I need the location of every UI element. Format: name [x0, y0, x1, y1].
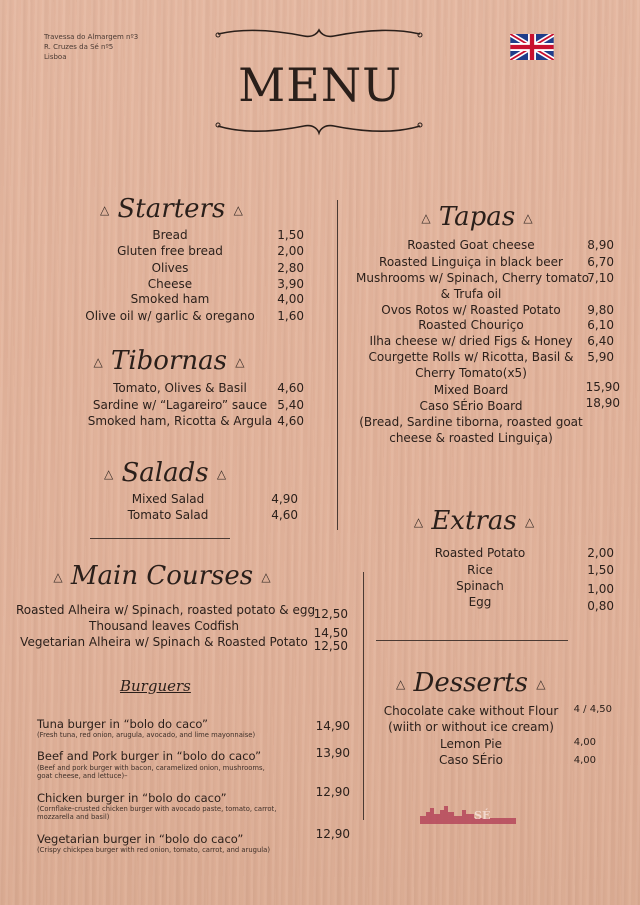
triangle-outline-icon: △ — [523, 211, 533, 225]
triangle-outline-icon: △ — [100, 203, 110, 217]
item-price: 14,90 — [315, 719, 350, 733]
triangle-outline-icon: △ — [261, 570, 271, 584]
item-price: 4 / 4,50 — [573, 704, 612, 715]
item-name: Roasted Goat cheese — [407, 238, 535, 252]
burger-description — [37, 805, 276, 821]
item-price: 2,00 — [277, 244, 304, 258]
triangle-outline-icon: △ — [93, 355, 103, 369]
item-name: Chocolate cake without Flour — [383, 704, 559, 718]
burger-name: Chicken burger in “bolo do caco” — [37, 791, 227, 805]
item-price: 3,90 — [277, 277, 304, 291]
extras-heading — [412, 506, 536, 536]
triangle-outline-icon: △ — [216, 467, 227, 481]
item-name: Ilha cheese w/ dried Figs & Honey — [369, 334, 573, 348]
item-name: Roasted Chouriço — [418, 318, 524, 332]
item-price: 0,80 — [587, 599, 614, 613]
item-price: 6,70 — [587, 255, 614, 269]
uk-flag-icon[interactable] — [510, 34, 554, 60]
tapas-heading-text: Tapas — [438, 202, 516, 232]
vertical-divider-top — [337, 200, 338, 530]
item-name: Olives — [151, 261, 189, 275]
vertical-divider-bottom — [363, 572, 364, 820]
burger-name: Tuna burger in “bolo do caco” — [37, 717, 209, 731]
item-name: Olive oil w/ garlic & oregano — [85, 309, 255, 323]
item-price: 1,60 — [277, 309, 304, 323]
horizontal-divider-right — [376, 640, 568, 641]
desserts-heading — [396, 668, 546, 698]
salads-heading — [100, 458, 230, 488]
item-name: Ovos Rotos w/ Roasted Potato — [381, 303, 561, 317]
item-price: 6,40 — [587, 334, 614, 348]
item-name: Caso SÉrio — [439, 753, 503, 767]
triangle-outline-icon: △ — [233, 203, 243, 217]
item-name: Smoked ham, Ricotta & Argula — [87, 414, 273, 428]
item-name: Sardine w/ “Lagareiro” sauce — [92, 398, 268, 412]
item-price: 9,80 — [587, 303, 614, 317]
item-price: 1,00 — [587, 582, 614, 596]
item-price: 8,90 — [587, 238, 614, 252]
burger-description — [37, 846, 270, 854]
description-line: goat cheese, and lettuce)– — [37, 772, 128, 780]
main-courses-heading-text: Main Courses — [70, 561, 254, 591]
item-price: 15,90 — [585, 380, 620, 394]
item-name: Rice — [467, 563, 493, 577]
item-price: 4,00 — [573, 755, 596, 766]
item-name: Mixed Board — [433, 383, 509, 397]
burgers-heading: Burguers — [120, 677, 191, 695]
triangle-outline-icon: △ — [53, 570, 63, 584]
item-name-continued: cheese & roasted Linguiça) — [389, 431, 553, 445]
item-price: 14,50 — [313, 626, 348, 640]
item-price: 4,60 — [277, 414, 304, 428]
item-price: 2,80 — [277, 261, 304, 275]
item-name: Caso SÉrio Board — [419, 399, 523, 413]
triangle-outline-icon: △ — [524, 515, 535, 529]
item-name: Roasted Linguiça in black beer — [379, 255, 563, 269]
burger-description — [37, 764, 265, 780]
burger-name: Beef and Pork burger in “bolo do caco” — [37, 749, 262, 763]
burger-description — [37, 731, 255, 739]
restaurant-logo — [418, 802, 518, 826]
triangle-outline-icon: △ — [413, 515, 424, 529]
item-name: Mixed Salad — [131, 492, 205, 506]
item-price: 12,50 — [313, 607, 348, 621]
description-line: (Cornflake-crusted chicken burger with avocado paste, tomato, carrot, — [37, 805, 277, 813]
description-line: (Beef and pork burger with bacon, caramelized onion, mushrooms, — [37, 764, 265, 772]
item-price: 4,60 — [277, 381, 304, 395]
item-price: 7,10 — [587, 271, 614, 285]
item-name: Roasted Alheira w/ Spinach, roasted potato & egg — [16, 603, 316, 617]
item-name: Egg — [468, 595, 492, 609]
item-price: 1,50 — [587, 563, 614, 577]
item-price: 4,90 — [271, 492, 298, 506]
item-name: Tomato, Olives & Basil — [113, 381, 247, 395]
item-price: 12,90 — [315, 827, 350, 841]
item-name: Gluten free bread — [117, 244, 223, 258]
item-price: 5,90 — [587, 350, 614, 364]
desserts-heading-text: Desserts — [413, 668, 529, 698]
item-price: 6,10 — [587, 318, 614, 332]
description-line: mozzarella and basil) — [37, 813, 110, 821]
salads-heading-text: Salads — [121, 458, 209, 488]
triangle-outline-icon: △ — [235, 355, 245, 369]
item-name: Lemon Pie — [440, 737, 502, 751]
city-skyline-icon — [418, 802, 518, 826]
item-price: 12,50 — [313, 639, 348, 653]
tapas-heading — [410, 202, 544, 232]
top-swirl-ornament — [214, 26, 424, 46]
item-price: 4,60 — [271, 508, 298, 522]
starters-heading-text: Starters — [117, 194, 226, 224]
item-price: 13,90 — [315, 746, 350, 760]
item-name-continued: (wiith or without ice cream) — [388, 720, 554, 734]
item-name: Tomato Salad — [127, 508, 209, 522]
extras-heading-text: Extras — [431, 506, 517, 536]
item-name-continued: (Bread, Sardine tiborna, roasted goat — [359, 415, 583, 429]
item-name: Bread — [152, 228, 188, 242]
triangle-outline-icon: △ — [536, 677, 546, 691]
item-price: 1,50 — [277, 228, 304, 242]
item-name: Cheese — [147, 277, 193, 291]
item-name: Mushrooms w/ Spinach, Cherry tomato — [356, 271, 590, 285]
main-courses-heading — [52, 561, 272, 591]
page-title: MENU — [238, 58, 402, 112]
item-name-continued: & Trufa oil — [440, 287, 502, 301]
burger-name: Vegetarian burger in “bolo do caco” — [37, 832, 244, 846]
item-price: 5,40 — [277, 398, 304, 412]
item-name: Vegetarian Alheira w/ Spinach & Roasted Potato — [20, 635, 308, 649]
description-line: (Crispy chickpea burger with red onion, tomato, carrot, and arugula) — [37, 846, 270, 854]
item-name: Spinach — [456, 579, 504, 593]
starters-heading — [100, 194, 243, 224]
triangle-outline-icon: △ — [421, 211, 431, 225]
item-name: Thousand leaves Codfish — [89, 619, 239, 633]
address-line-2: R. Cruzes da Sé nº5 — [44, 43, 114, 51]
address-line-3: Lisboa — [44, 53, 67, 61]
item-price: 2,00 — [587, 546, 614, 560]
tibornas-heading-text: Tibornas — [111, 346, 227, 376]
tibornas-heading — [90, 346, 248, 376]
address-line-1: Travessa do Almargem nº3 — [44, 33, 139, 41]
description-line: (Fresh tuna, red onion, arugula, avocado, and lime mayonnaise) — [37, 731, 256, 739]
item-price: 18,90 — [585, 396, 620, 410]
item-name: Smoked ham — [130, 292, 210, 306]
item-price: 4,00 — [277, 292, 304, 306]
logo-text: SÉ — [474, 809, 491, 822]
bottom-swirl-ornament — [214, 118, 424, 138]
item-price: 12,90 — [315, 785, 350, 799]
triangle-outline-icon: △ — [396, 677, 406, 691]
item-name-continued: Cherry Tomato(x5) — [415, 366, 527, 380]
item-name: Roasted Potato — [434, 546, 526, 560]
item-price: 4,00 — [573, 737, 596, 748]
triangle-outline-icon: △ — [103, 467, 114, 481]
horizontal-divider-left — [90, 538, 230, 539]
item-name: Courgette Rolls w/ Ricotta, Basil & — [368, 350, 574, 364]
